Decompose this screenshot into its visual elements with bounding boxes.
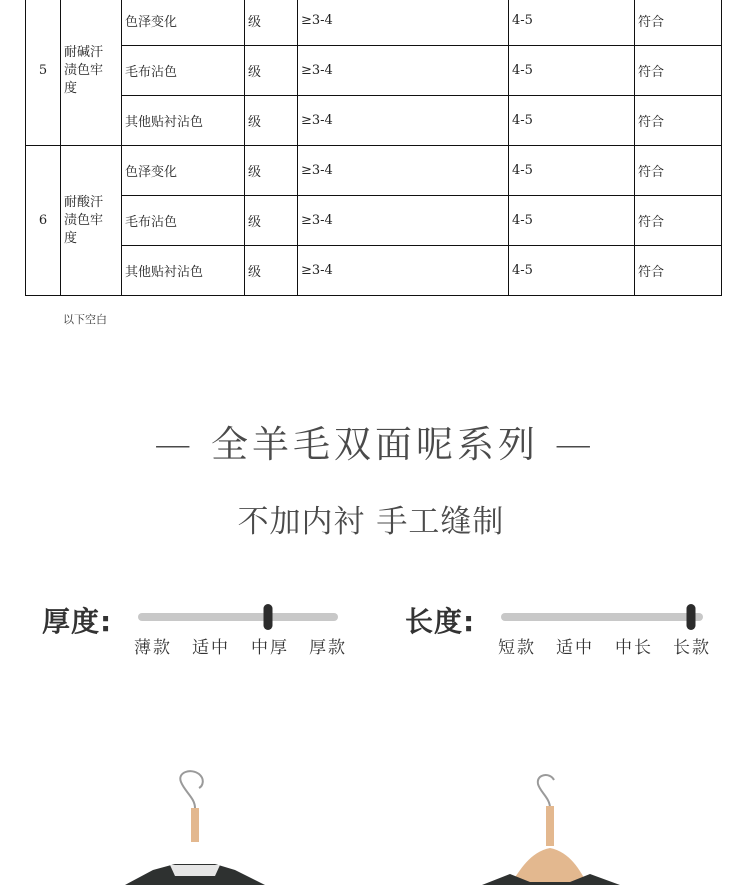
standard-cell: ≥3-4 (298, 246, 509, 296)
table-row (26, 246, 722, 296)
hanger-icon (115, 770, 295, 885)
standard-cell: ≥3-4 (298, 0, 509, 46)
standard-cell: ≥3-4 (298, 196, 509, 246)
test-item-line: 耐碱汗 (64, 44, 104, 60)
test-item-line: 度 (64, 230, 78, 246)
test-item-line: 度 (64, 80, 78, 96)
thickness-option-medium: 适中 (192, 638, 230, 658)
series-subtitle: 不加内衬 手工缝制 (237, 504, 505, 540)
table-row (26, 46, 722, 96)
standard-cell: ≥3-4 (298, 146, 509, 196)
length-meter (405, 596, 725, 666)
result-cell: 4-5 (509, 96, 635, 146)
thickness-knob (264, 604, 273, 630)
verdict-cell: 符合 (635, 0, 722, 46)
verdict-cell: 符合 (635, 46, 722, 96)
result-cell: 4-5 (509, 146, 635, 196)
verdict-cell: 符合 (635, 146, 722, 196)
item-number: 5 (26, 0, 61, 146)
table-end-note: 以下空白 (63, 313, 107, 326)
indicator-cell: 毛布沾色 (122, 196, 245, 246)
unit-cell: 级 (245, 246, 298, 296)
thickness-option-thin: 薄款 (134, 638, 172, 658)
indicator-cell: 其他贴衬沾色 (122, 246, 245, 296)
coat-photo-right (470, 770, 650, 885)
table-row (26, 96, 722, 146)
length-knob (686, 604, 695, 630)
standard-cell: ≥3-4 (298, 96, 509, 146)
length-label: 长度: (405, 605, 476, 638)
thickness-option-medium-thick: 中厚 (251, 638, 289, 658)
test-item-line: 耐酸汗 (64, 194, 104, 210)
length-track (501, 613, 703, 621)
indicator-cell: 其他贴衬沾色 (122, 96, 245, 146)
indicator-cell: 色泽变化 (122, 146, 245, 196)
length-option-long: 长款 (673, 638, 711, 658)
indicator-cell: 毛布沾色 (122, 46, 245, 96)
unit-cell: 级 (245, 146, 298, 196)
series-title: — 全羊毛双面呢系列 — (154, 423, 596, 466)
table-row (26, 146, 722, 196)
verdict-cell: 符合 (635, 196, 722, 246)
table-row (26, 0, 722, 46)
result-cell: 4-5 (509, 46, 635, 96)
length-option-short: 短款 (498, 638, 536, 658)
length-option-mid-long: 中长 (615, 638, 653, 658)
test-item-line: 渍色牢 (64, 62, 104, 78)
unit-cell: 级 (245, 196, 298, 246)
result-cell: 4-5 (509, 196, 635, 246)
thickness-option-thick: 厚款 (309, 638, 347, 658)
unit-cell: 级 (245, 96, 298, 146)
coat-photo-left (115, 770, 295, 885)
test-item (61, 0, 122, 146)
result-cell: 4-5 (509, 0, 635, 46)
thickness-label: 厚度: (42, 605, 113, 638)
table-row (26, 196, 722, 246)
thickness-meter (42, 596, 362, 666)
standard-cell: ≥3-4 (298, 46, 509, 96)
unit-cell: 级 (245, 46, 298, 96)
indicator-cell: 色泽变化 (122, 0, 245, 46)
item-number: 6 (26, 146, 61, 296)
verdict-cell: 符合 (635, 96, 722, 146)
thickness-track (138, 613, 338, 621)
unit-cell: 级 (245, 0, 298, 46)
test-item (61, 146, 122, 296)
verdict-cell: 符合 (635, 246, 722, 296)
hanger-icon (470, 770, 650, 885)
length-option-medium: 适中 (556, 638, 594, 658)
test-item-line: 渍色牢 (64, 212, 104, 228)
result-cell: 4-5 (509, 246, 635, 296)
test-results-table (25, 0, 721, 300)
